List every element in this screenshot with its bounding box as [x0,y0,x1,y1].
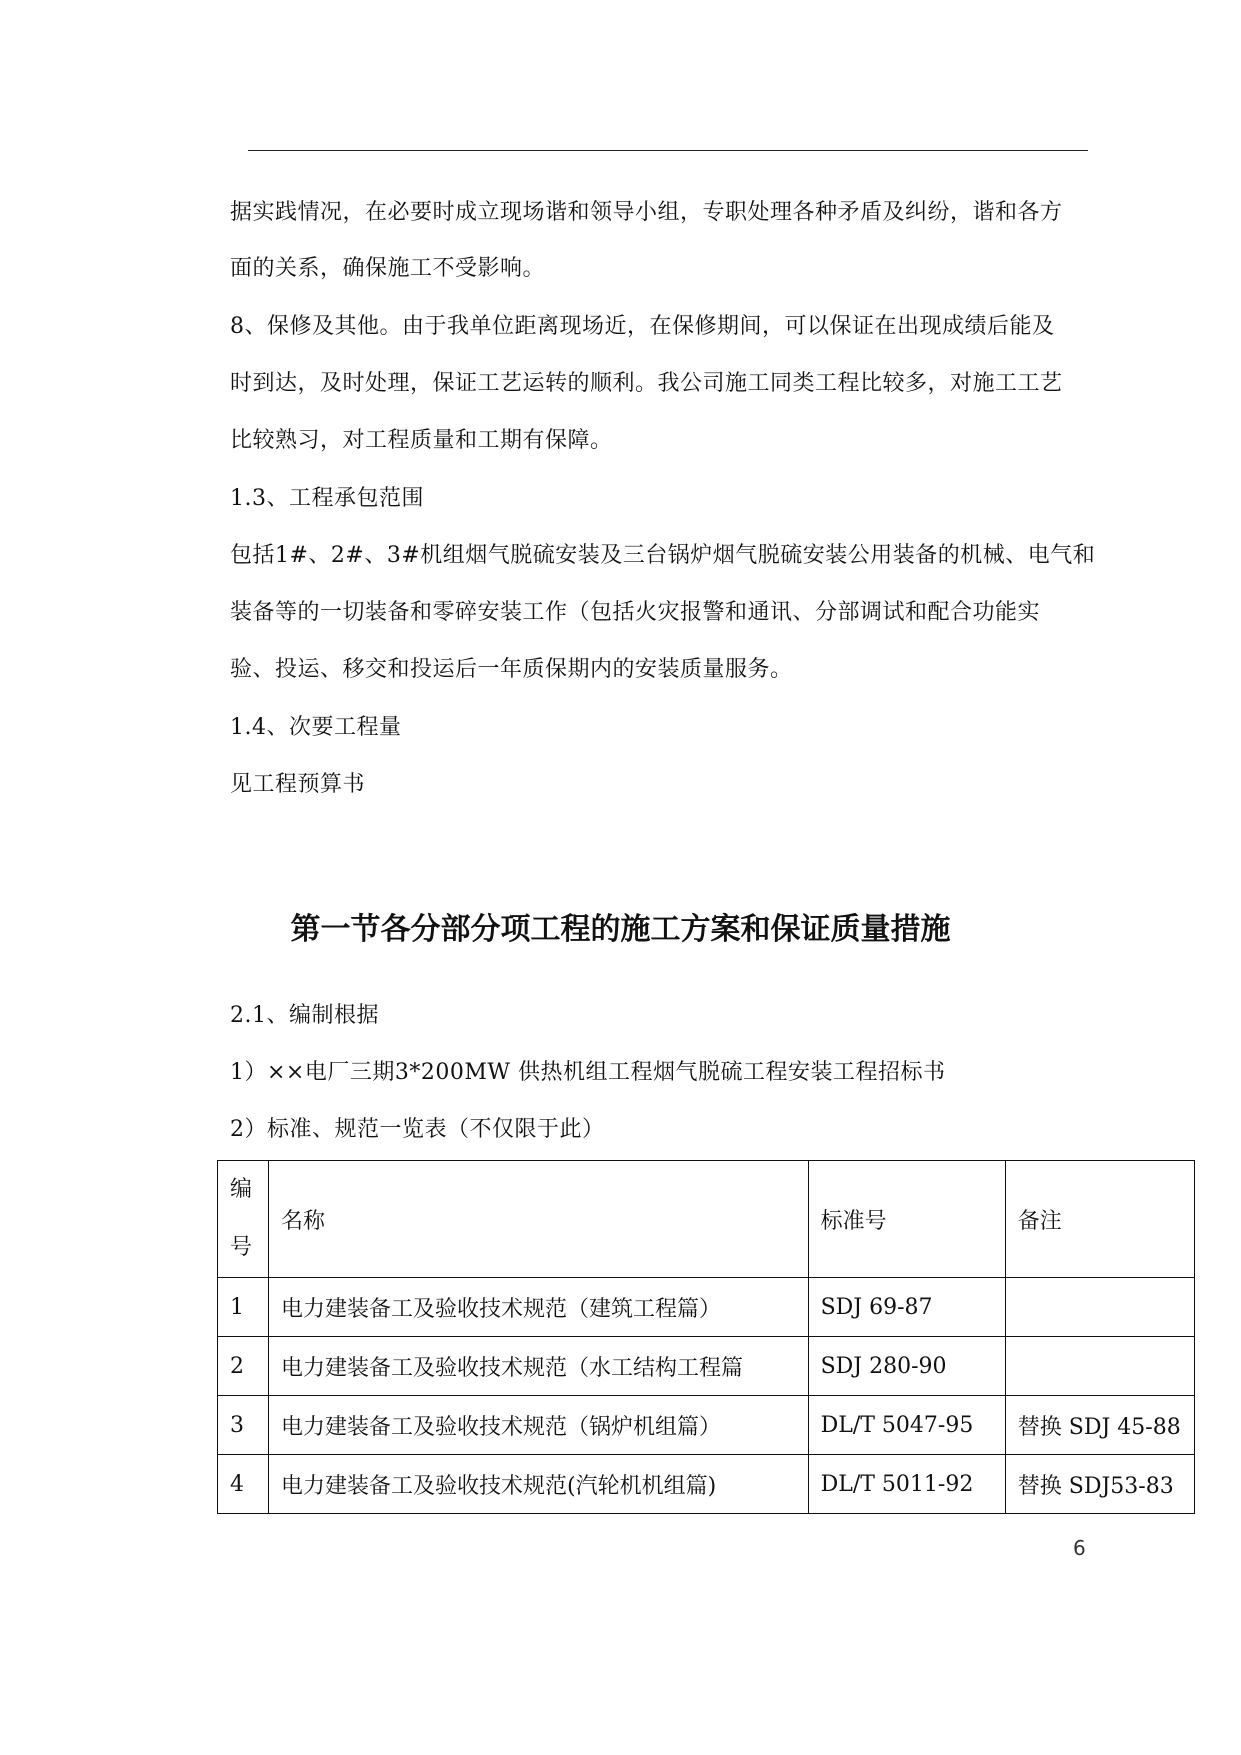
row-code: DL/T 5047-95 [808,1396,1005,1455]
row-name: 电力建装备工及验收技术规范（锅炉机组篇） [269,1396,809,1455]
standards-table [217,1160,1195,1514]
row-num: 1 [218,1278,269,1337]
paragraph-line: 时到达，及时处理，保证工艺运转的顺利。我公司施工同类工程比较多，对施工工艺 [230,371,1063,396]
section-title: 第一节各分部分项工程的施工方案和保证质量措施 [290,912,951,947]
row-code: SDJ 280-90 [808,1337,1005,1396]
paragraph-line: 8、保修及其他。由于我单位距离现场近，在保修期间，可以保证在出现成绩后能及 [230,314,1055,339]
subsection-heading: 1.3、工程承包范围 [230,486,424,511]
paragraph-line: 验、投运、移交和投运后一年质保期内的安装质量服务。 [230,657,793,682]
row-note: 替换 SDJ53-83 [1005,1455,1194,1514]
paragraph-line: 2）标准、规范一览表（不仅限于此） [230,1117,605,1142]
table-header-row [218,1161,1195,1278]
header-rule [248,150,1088,151]
row-note [1005,1278,1194,1337]
header-name: 名称 [269,1161,809,1278]
paragraph-line: 见工程预算书 [230,772,366,797]
paragraph-line: 面的关系，确保施工不受影响。 [230,256,546,281]
paragraph-line: 包括1#、2#、3#机组烟气脱硫安装及三台锅炉烟气脱硫安装公用装备的机械、电气和 [230,543,1096,568]
table-row [218,1337,1195,1396]
row-name: 电力建装备工及验收技术规范（建筑工程篇） [269,1278,809,1337]
table-row [218,1396,1195,1455]
paragraph-line: 据实践情况，在必要时成立现场谐和领导小组，专职处理各种矛盾及纠纷，谐和各方 [230,200,1063,225]
paragraph-line: 1）××电厂三期3*200MW 供热机组工程烟气脱硫工程安装工程招标书 [230,1060,946,1085]
row-code: SDJ 69-87 [808,1278,1005,1337]
table-row [218,1455,1195,1514]
paragraph-line: 比较熟习，对工程质量和工期有保障。 [230,428,613,453]
row-note: 替换 SDJ 45-88 [1005,1396,1194,1455]
row-num: 2 [218,1337,269,1396]
paragraph-line: 装备等的一切装备和零碎安装工作（包括火灾报警和通讯、分部调试和配合功能实 [230,600,1041,625]
row-name: 电力建装备工及验收技术规范（水工结构工程篇 [269,1337,809,1396]
row-num: 3 [218,1396,269,1455]
subsection-heading: 1.4、次要工程量 [230,715,402,740]
row-name: 电力建装备工及验收技术规范(汽轮机机组篇) [269,1455,809,1514]
row-code: DL/T 5011-92 [808,1455,1005,1514]
header-note: 备注 [1005,1161,1194,1278]
row-note [1005,1337,1194,1396]
subsection-heading: 2.1、编制根据 [230,1003,379,1028]
header-num: 编号 [218,1161,269,1278]
row-num: 4 [218,1455,269,1514]
header-code: 标准号 [808,1161,1005,1278]
table-row [218,1278,1195,1337]
page-number: 6 [1073,1536,1086,1560]
